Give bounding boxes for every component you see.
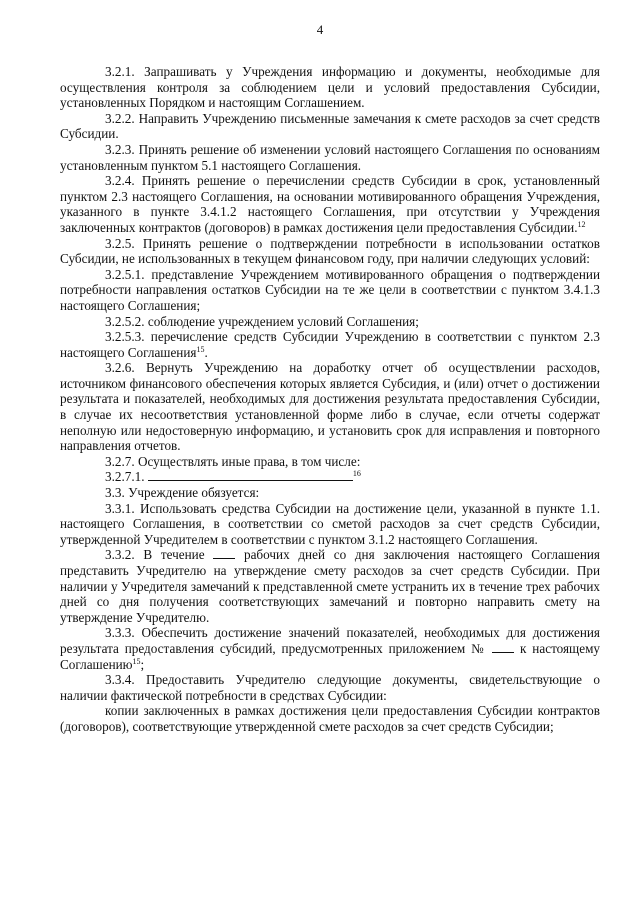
paragraph-text: 3.2.5.3. перечисление средств Субсидии Учреждению в соответствии с пунктом 2.3 настоящего Соглашения (60, 329, 600, 360)
paragraph-text: 3.3.1. Использовать средства Субсидии на достижение цели, указанной в пункте 1.1. настоящего Соглашения, в соответствии со сметой расходов за счет средств Субсидии, утвержденной Учредителем в соответствии с пунктом 3.1.2 настоящего Соглашения. (60, 500, 600, 547)
paragraph-text: 3.2.5.1. представление Учреждением мотивированного обращения о подтверждении потребности направления остатков Субсидии на те же цели в соответствии с пунктом 3.4.1.3 настоящего Соглашения; (60, 266, 600, 313)
fill-in-blank (148, 469, 353, 481)
paragraph-text: 3.2.7.1. (105, 469, 145, 485)
paragraph-text: 3.2.4. Принять решение о перечислении средств Субсидии в срок, установленный пунктом 2.3 настоящего Соглашения, на основании мотивированного обращения Учреждения, указанного в пункте 3.4.1.2 настоящего Соглашения, при отсутствии у Учреждения заключенных контрактов (договоров) в рамках достижения цели предоставления Субсидии. (60, 173, 600, 235)
paragraph (60, 236, 600, 267)
paragraph (60, 173, 600, 235)
paragraph-text: 3.2.1. Запрашивать у Учреждения информацию и документы, необходимые для осуществления контроля за соблюдением цели и условий предоставления Субсидии, установленных Порядком и настоящим Соглашением. (60, 64, 600, 111)
paragraph-punctuation: ; (140, 656, 145, 672)
paragraph-text: 3.3.3. Обеспечить достижение значений показателей, необходимых для достижения результата предоставления субсидий, предусмотренных приложением № (60, 625, 600, 656)
paragraph (60, 672, 600, 703)
paragraph (60, 454, 600, 470)
paragraph-text: рабочих дней со дня заключения настоящего Соглашения представить Учредителю на утверждение смету расходов за счет средств Субсидии. При наличии у Учредителя замечаний к представленной смете устранить их в течение трех рабочих дней со дня получения соответствующих замечаний и повторно направить смету на утверждение Учредителю. (60, 547, 600, 625)
footnote-marker: 16 (352, 469, 361, 479)
paragraph (60, 625, 600, 672)
page-number: 4 (316, 22, 324, 37)
paragraph-punctuation: . (204, 344, 208, 360)
paragraph (60, 329, 600, 360)
paragraph-text: 3.3.2. В течение (105, 547, 205, 563)
paragraph-text: 3.2.2. Направить Учреждению письменные замечания к смете расходов за счет средств Субсидии. (60, 110, 600, 142)
paragraph-text: копии заключенных в рамках достижения цели предоставления Субсидии контрактов (договоров), соответствующие утвержденной смете расходов за счет средств Субсидии; (60, 703, 600, 734)
paragraph-text: 3.2.7. Осуществлять иные права, в том числе: (105, 453, 361, 469)
paragraph (60, 547, 600, 625)
paragraph-text: 3.2.5.2. соблюдение учреждением условий Соглашения; (105, 313, 419, 329)
paragraph (60, 314, 600, 330)
paragraph (60, 485, 600, 501)
paragraph-text: 3.2.3. Принять решение об изменении условий настоящего Соглашения по основаниям установленным пунктом 5.1 настоящего Соглашения. (60, 141, 600, 173)
paragraph-text: к настоящему Соглашению (60, 640, 601, 672)
paragraph (60, 360, 600, 454)
footnote-marker: 15 (196, 344, 205, 354)
paragraph (60, 111, 600, 142)
paragraph (60, 469, 600, 485)
fill-in-blank (213, 547, 235, 559)
footnote-marker: 15 (132, 656, 141, 666)
paragraph-text: 3.3. Учреждение обязуется: (105, 485, 260, 501)
paragraph-text: 3.3.4. Предоставить Учредителю следующие документы, свидетельствующие о наличии фактической потребности в средствах Субсидии: (60, 672, 600, 703)
fill-in-blank (492, 641, 514, 653)
paragraph (60, 142, 600, 173)
paragraph (60, 267, 600, 314)
document-body (60, 64, 600, 735)
footnote-marker: 12 (577, 219, 586, 229)
paragraph-text: 3.2.6. Вернуть Учреждению на доработку отчет об осуществлении расходов, источником финансового обеспечения которых является Субсидия, и (или) отчет о достижении результата и показателей, необходимых для достижения результата предоставления Субсидии, в случае их несоответствия установленной форме либо в случае, если отчеты содержат неполную или недостоверную информацию, и установить срок для исправления и повторного направления отчетов. (60, 360, 600, 454)
paragraph (60, 64, 600, 111)
paragraph (60, 703, 600, 734)
paragraph (60, 501, 600, 548)
paragraph-text: 3.2.5. Принять решение о подтверждении потребности в использовании остатков Субсидии, не использованных в текущем финансовом году, при наличии следующих условий: (60, 235, 600, 267)
